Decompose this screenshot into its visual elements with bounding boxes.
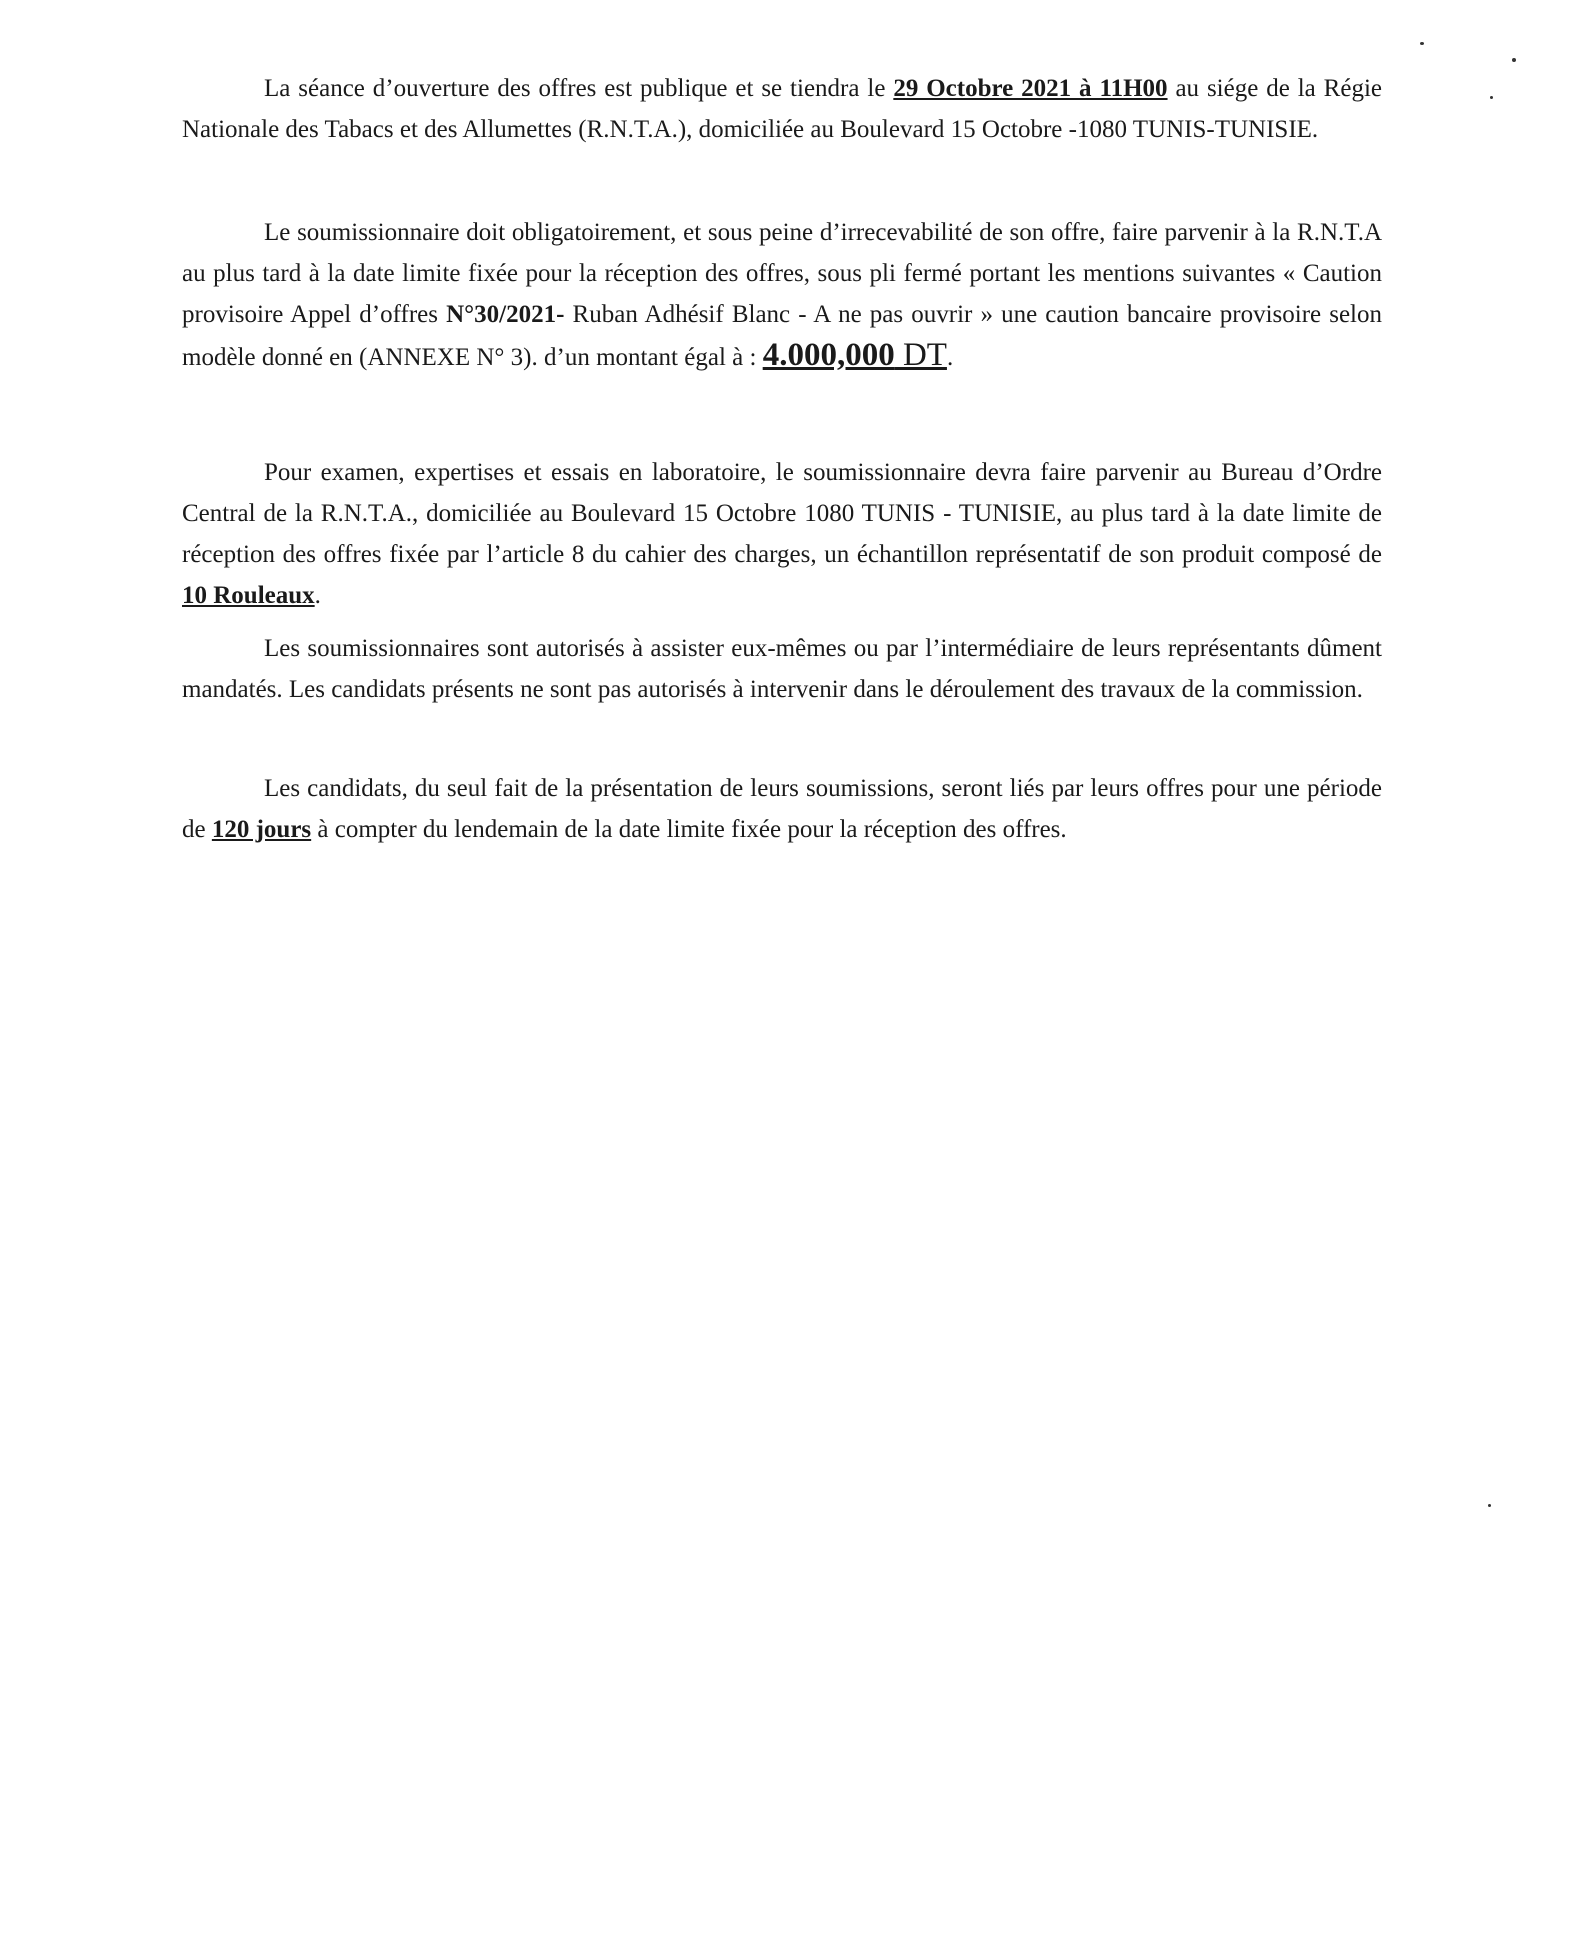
amount-unit: DT: [894, 337, 947, 373]
paragraph-provisional-guarantee: [182, 212, 1382, 378]
tender-number: N°30/2021-: [446, 301, 565, 328]
validity-duration: 120 jours: [211, 816, 312, 843]
paragraph-opening-session: [182, 68, 1382, 150]
paragraph-text: Les candidats, du seul fait de la présentation de leurs soumissions, seront liés par leurs offres pour une période de: [182, 775, 1382, 843]
paragraph-text: .: [314, 582, 321, 609]
amount-value: 4.000,000: [762, 337, 895, 373]
scan-speck: [1420, 42, 1424, 45]
paragraph-attendance: [182, 628, 1382, 710]
scan-speck: [1512, 58, 1516, 62]
guarantee-amount: [763, 337, 947, 373]
paragraph-text: Ruban Adhésif Blanc - A ne pas ouvrir » une caution bancaire provisoire selon modèle donné en (ANNEXE N° 3). d’un montant égal à :: [182, 301, 1383, 371]
paragraph-text: Les soumissionnaires sont autorisés à assister eux-mêmes ou par l’intermédiaire de leurs représentants dûment mandatés. Les candidats présents ne sont pas autorisés à intervenir dans le déroulement des travaux de la commission.: [182, 635, 1382, 703]
paragraph-text: Pour examen, expertises et essais en laboratoire, le soumissionnaire devra faire parvenir au Bureau d’Ordre Central de la R.N.T.A., domiciliée au Boulevard 15 Octobre 1080 TUNIS - TUNISIE, au plus tard à la date limite de réception des offres fixée par l’article 8 du cahier des charges, un échantillon représentatif de son produit composé de: [182, 459, 1382, 568]
paragraph-text: à compter du lendemain de la date limite fixée pour la réception des offres.: [311, 816, 1067, 843]
scan-speck: [1488, 1504, 1491, 1507]
paragraph-text: Le soumissionnaire doit obligatoirement, et sous peine d’irrecevabilité de son offre, faire parvenir à la R.N.T.A au plus tard à la date limite fixée pour la réception des offres, sous pli fermé portant les mentions suivantes « Caution provisoire Appel d’offres: [182, 219, 1382, 328]
scan-speck: [1490, 96, 1493, 99]
session-date: 29 Octobre 2021 à 11H00: [893, 75, 1168, 102]
paragraph-validity-period: [182, 768, 1382, 850]
sample-quantity: 10 Rouleaux: [182, 582, 315, 609]
paragraph-sample-delivery: [182, 452, 1382, 616]
paragraph-text: au siége de la Régie Nationale des Tabacs et des Allumettes (R.N.T.A.), domiciliée au Boulevard 15 Octobre -1080 TUNIS-TUNISIE.: [182, 75, 1382, 143]
paragraph-text: La séance d’ouverture des offres est publique et se tiendra le: [264, 75, 894, 102]
paragraph-text: .: [946, 344, 954, 371]
